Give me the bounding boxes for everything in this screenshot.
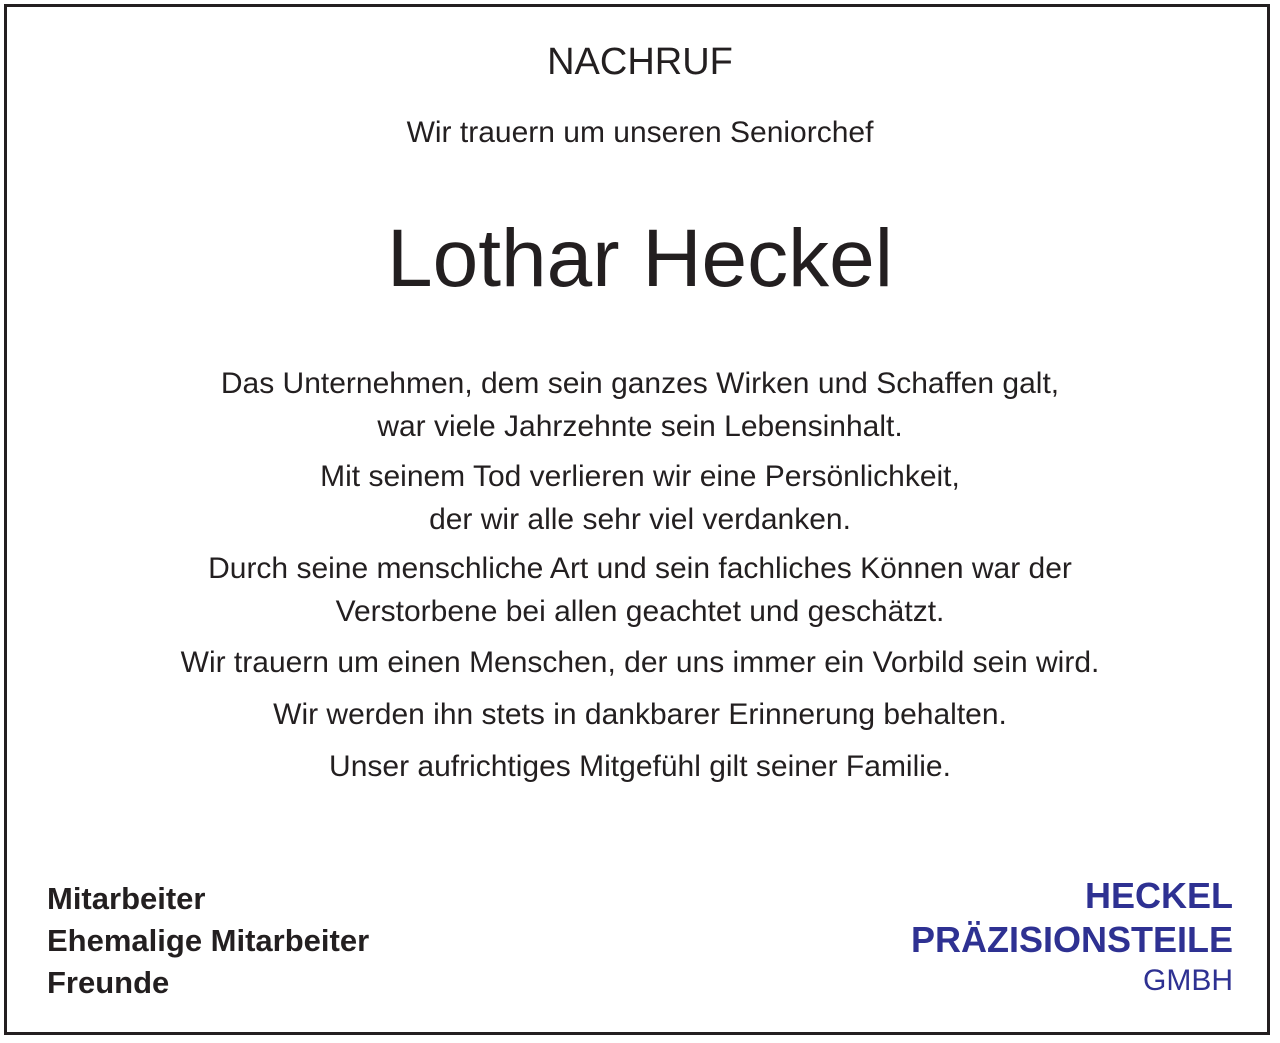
notice-subheading: Wir trauern um unseren Seniorchef bbox=[406, 116, 874, 149]
company-legal-form: GMBH bbox=[1143, 964, 1233, 997]
company-name-line-1: HECKEL bbox=[1084, 875, 1233, 916]
paragraph-line: war viele Jahrzehnte sein Lebensinhalt. bbox=[377, 410, 903, 443]
paragraph-line: Verstorbene bei allen geachtet und geschätzt. bbox=[335, 595, 945, 628]
signer-friends: Freunde bbox=[47, 965, 170, 1000]
signer-employees: Mitarbeiter bbox=[47, 881, 206, 916]
paragraph-2 bbox=[0, 455, 1280, 541]
paragraph-6 bbox=[0, 745, 1280, 788]
paragraph-line: Wir werden ihn stets in dankbarer Erinnerung behalten. bbox=[273, 698, 1007, 731]
paragraph-line: Das Unternehmen, dem sein ganzes Wirken und Schaffen galt, bbox=[220, 367, 1060, 400]
signer-former-employees: Ehemalige Mitarbeiter bbox=[47, 923, 370, 958]
paragraph-line: Wir trauern um einen Menschen, der uns immer ein Vorbild sein wird. bbox=[180, 646, 1100, 679]
deceased-name: Lothar Heckel bbox=[387, 213, 893, 304]
notice-heading: NACHRUF bbox=[547, 41, 733, 83]
paragraph-line: Durch seine menschliche Art und sein fachliches Können war der bbox=[208, 552, 1072, 585]
paragraph-1 bbox=[0, 362, 1280, 448]
paragraph-line: der wir alle sehr viel verdanken. bbox=[429, 503, 851, 536]
company-name-line-2: PRÄZISIONSTEILE bbox=[910, 919, 1233, 960]
paragraph-5 bbox=[0, 693, 1280, 736]
paragraph-4 bbox=[0, 641, 1280, 684]
paragraph-line: Mit seinem Tod verlieren wir eine Persönlichkeit, bbox=[320, 460, 960, 493]
signers-list bbox=[47, 878, 369, 1004]
company-signature bbox=[911, 874, 1233, 1000]
paragraph-line: Unser aufrichtiges Mitgefühl gilt seiner Familie. bbox=[329, 750, 951, 783]
paragraph-3 bbox=[0, 547, 1280, 633]
